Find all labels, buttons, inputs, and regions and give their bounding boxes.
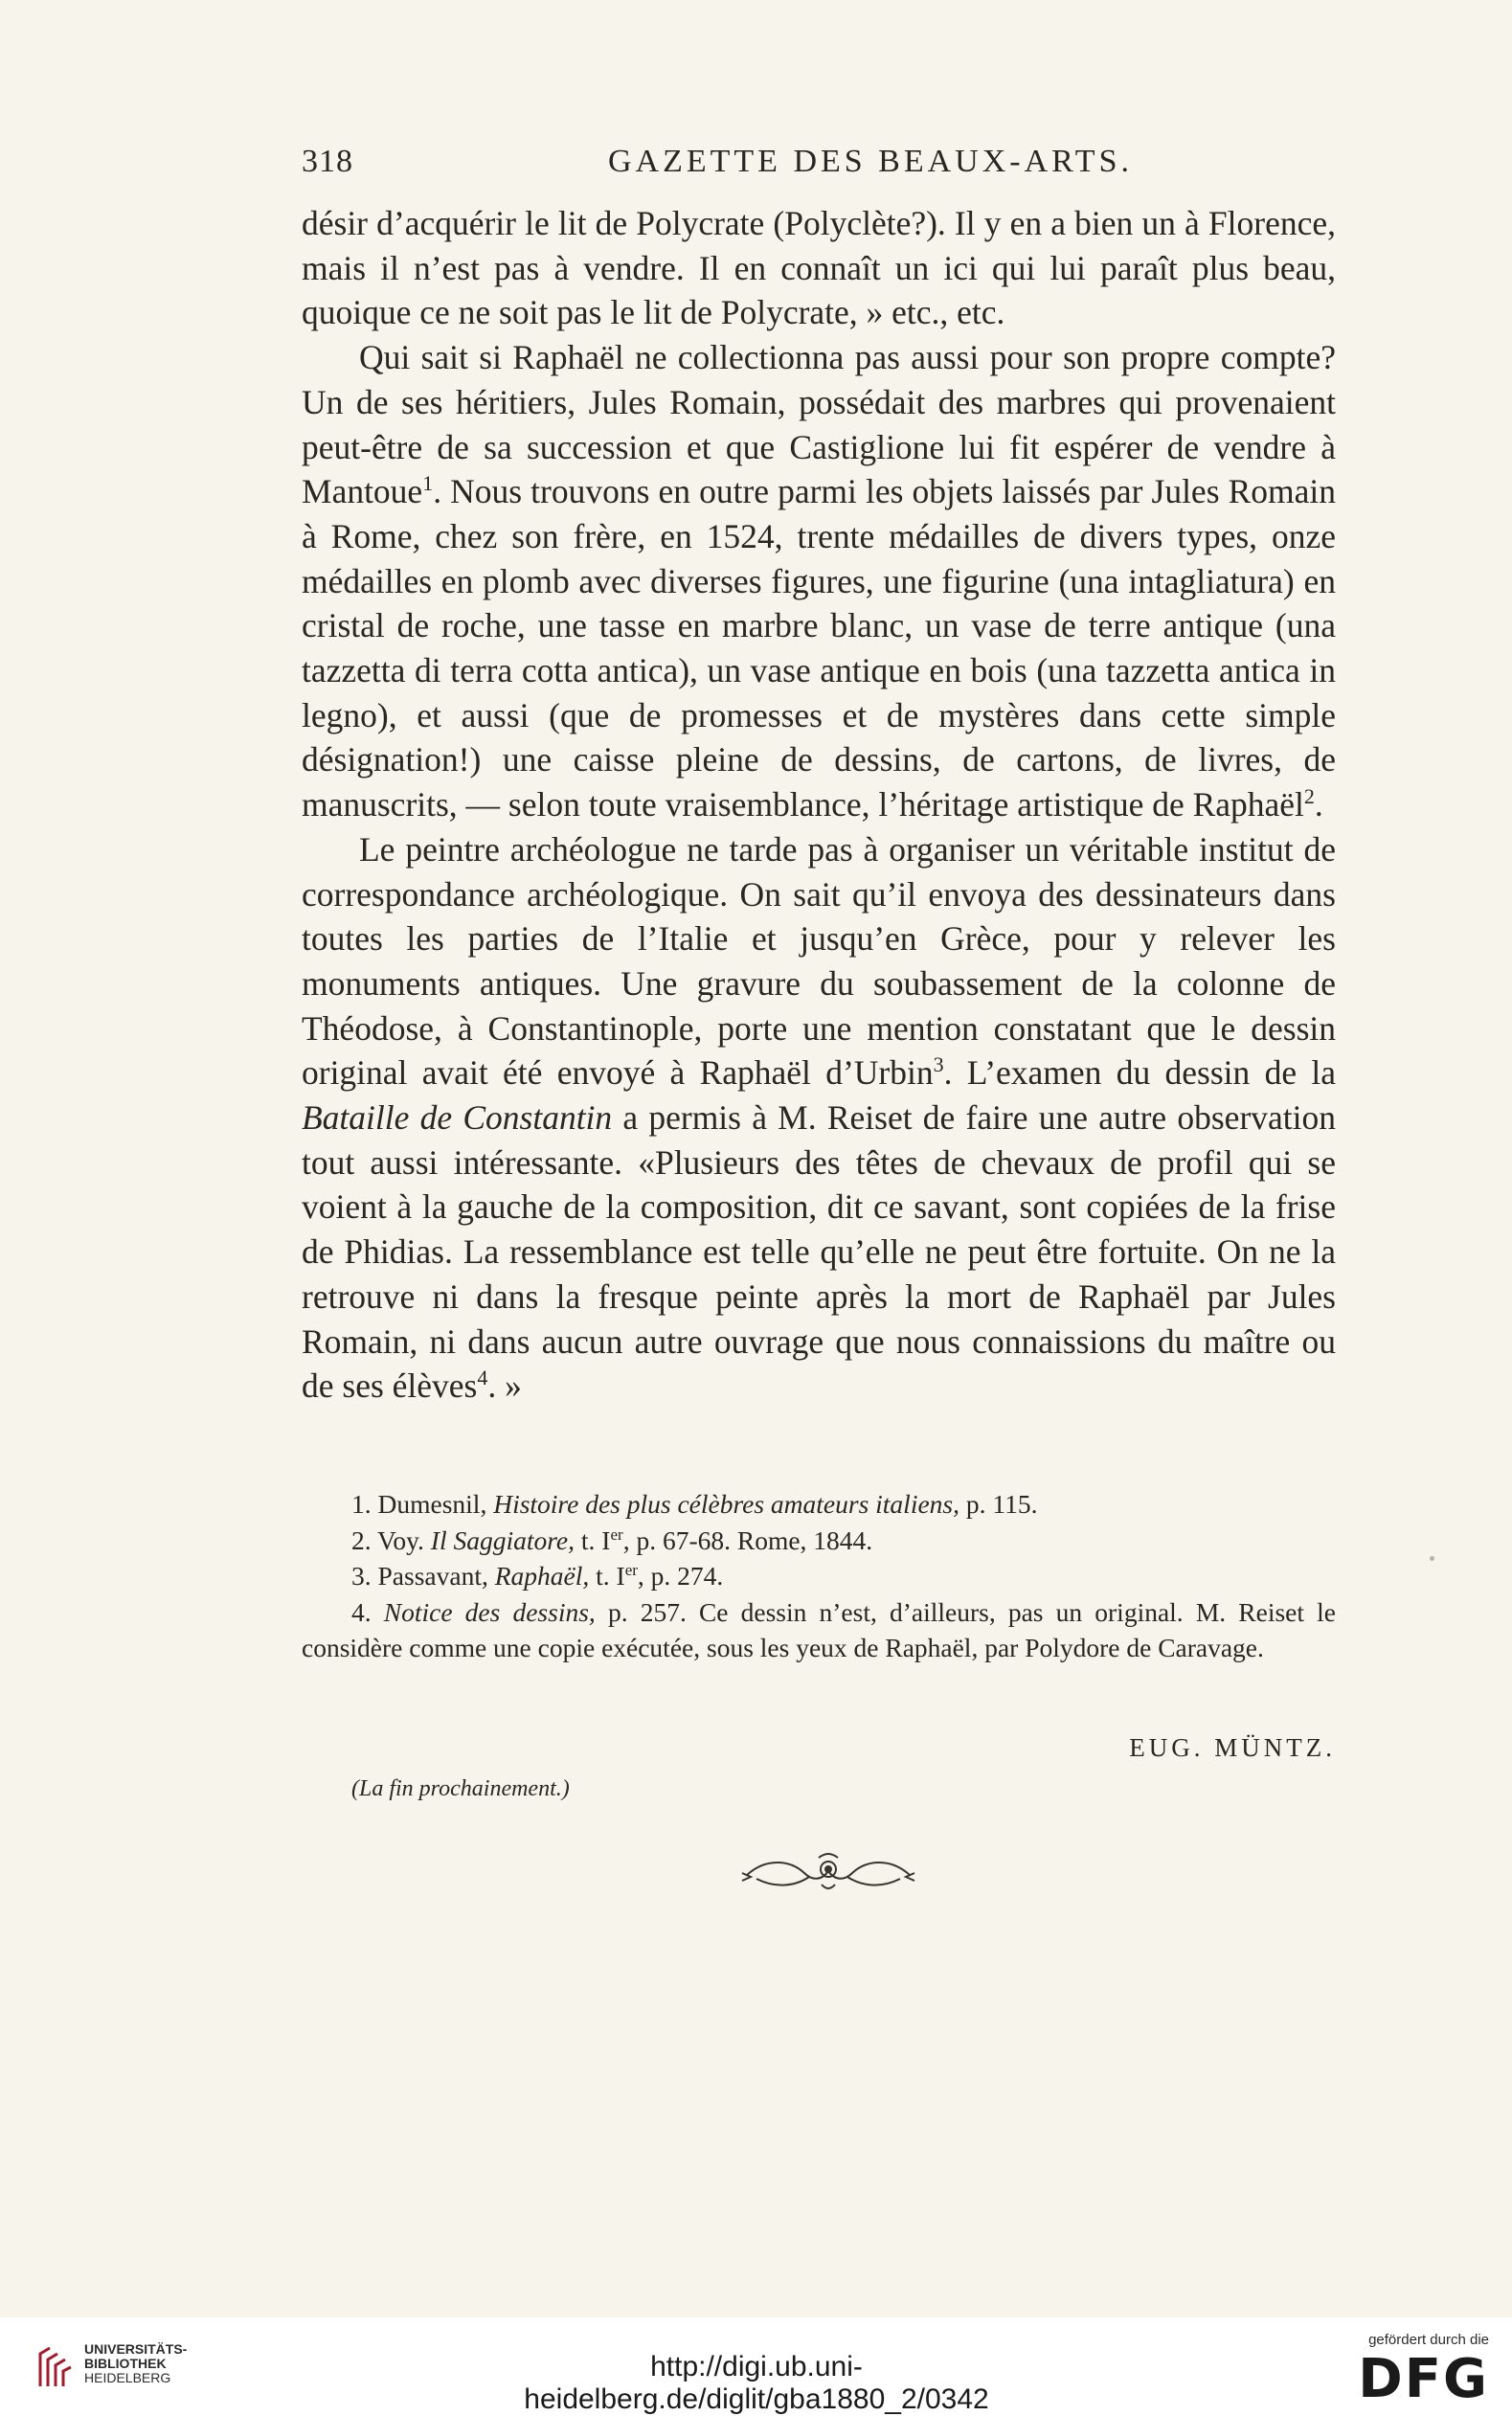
footnote-title: Notice des dessins, [383, 1596, 596, 1627]
continuation-note: (La fin prochainement.) [351, 1776, 570, 1801]
footnote-number: 1. [351, 1489, 372, 1519]
footnote-title: Raphaël, [494, 1561, 590, 1591]
footnote-sup: er [610, 1524, 623, 1544]
journal-title: GAZETTE DES BEAUX-ARTS. [608, 144, 1133, 179]
library-name-line: BIBLIOTHEK [84, 2356, 167, 2371]
artwork-title: Bataille de Constantin [302, 1098, 613, 1138]
footnote-text: t. I [589, 1561, 625, 1591]
paragraph-2 [302, 335, 1336, 827]
paragraph-text: . » [487, 1366, 522, 1406]
funding-caption: gefördert durch die [1368, 2332, 1489, 2348]
footnote-text: p. 115. [959, 1489, 1038, 1519]
article-body [302, 201, 1336, 1409]
library-name [84, 2342, 187, 2385]
running-header [302, 144, 1336, 186]
footnote-ref[interactable]: 1 [422, 471, 434, 496]
footnote-text: Voy. [377, 1524, 431, 1555]
footnote-text: , p. 274. [637, 1561, 724, 1591]
paragraph-text: Le peintre archéologue ne tarde pas à organiser un véritable institut de correspondance archéologique. On sait qu’il envoya des dessinateurs dans toutes les parties de l’Italie et jusqu’en Grèce, pour y relever les monuments antiques. Une gravure du soubassement de la colonne de Théodose, à Constantinople, porte une mention constatant que le dessin original avait été envoyé à Raphaël d’Urbin [302, 829, 1336, 1093]
footnote-sup: er [624, 1560, 638, 1579]
paragraph-1 [302, 201, 1336, 335]
permalink[interactable]: http://digi.ub.uni-heidelberg.de/diglit/gba1880_2/0342 [524, 2351, 989, 2415]
footnote-number: 2. [351, 1524, 372, 1555]
paragraph-text: . Nous trouvons en outre parmi les objets laissés par Jules Romain à Rome, chez son frère, en 1524, trente médailles de divers types, onze médailles en plomb avec diverses figures, une figurine (una intagliatura) en cristal de roche, une tasse en marbre blanc, un vase de terre antique (una tazzetta di terra cotta antica), un vase antique en bois (una tazzetta antica in legno), et aussi (que de promesses et de mystères dans cette simple désignation!) une caisse pleine de dessins, de cartons, de livres, de manuscrits, — selon toute vraisemblance, l’héritage artistique de Raphaël [302, 472, 1336, 824]
footnote-1 [302, 1486, 1336, 1523]
footnote-text: Dumesnil, [377, 1489, 494, 1519]
paragraph-text: Qui sait si Raphaël ne collectionna pas aussi pour son propre compte? Un de ses héritiers, Jules Romain, possédait des marbres qui provenaient peut-être de sa succession et que Castiglione lui fit espérer de vendre à Mantoue [302, 338, 1336, 511]
footnote-number: 4. [351, 1596, 372, 1627]
library-name-line: HEIDELBERG [84, 2370, 171, 2385]
footnote-number: 3. [351, 1561, 372, 1591]
footnote-4 [302, 1594, 1336, 1666]
ornament-icon [737, 1848, 919, 1896]
footnotes [302, 1486, 1336, 1666]
paragraph-text: a permis à M. Reiset de faire une autre observation tout aussi intéressante. «Plusieurs des têtes de chevaux de profil qui se voient à la gauche de la composition, dit ce savant, sont copiées de la frise de Phidias. La ressemblance est telle qu’elle ne peut être fortuite. On ne la retrouve ni dans la fresque peinte après la mort de Raphaël par Jules Romain, ni dans aucun autre ouvrage que nous connaissions du maître ou de ses élèves [302, 1098, 1336, 1406]
page-number: 318 [302, 144, 353, 179]
library-logo-icon [36, 2344, 75, 2388]
paragraph-text: désir d’acquérir le lit de Polycrate (Polyclète?). Il y en a bien un à Florence, mais il n’est pas à vendre. Il en connaît un ici qui lui paraît plus beau, quoique ce ne soit pas le lit de Polycrate, » etc., etc. [302, 204, 1336, 332]
specimen-dot [1430, 1556, 1434, 1561]
dfg-logo: DFG [1358, 2348, 1489, 2410]
footnote-ref[interactable]: 4 [477, 1366, 488, 1390]
footnote-2 [302, 1523, 1336, 1559]
footnote-title: Histoire des plus célèbres amateurs italiens, [493, 1489, 959, 1519]
paragraph-text: . [1314, 785, 1323, 824]
footnote-text: , p. 67-68. Rome, 1844. [622, 1524, 873, 1555]
footnote-ref[interactable]: 2 [1303, 784, 1315, 809]
author-signature: EUG. MÜNTZ. [1129, 1733, 1336, 1762]
paragraph-3 [302, 827, 1336, 1409]
footnote-3 [302, 1558, 1336, 1594]
footnote-ref[interactable]: 3 [933, 1052, 944, 1077]
paragraph-text: . L’examen du dessin de la [943, 1053, 1336, 1093]
footnote-text: t. I [575, 1524, 611, 1555]
library-name-line: UNIVERSITÄTS- [84, 2341, 188, 2357]
footnote-text: Passavant, [377, 1561, 495, 1591]
article-closing [302, 1724, 1336, 1819]
footnote-title: Il Saggiatore, [430, 1524, 575, 1555]
footnote-text: p. 257. Ce dessin n’est, d’ailleurs, pas un original. M. Reiset le considère comme une copie exécutée, sous les yeux de Raphaël, par Polydore de Caravage. [302, 1596, 1336, 1662]
